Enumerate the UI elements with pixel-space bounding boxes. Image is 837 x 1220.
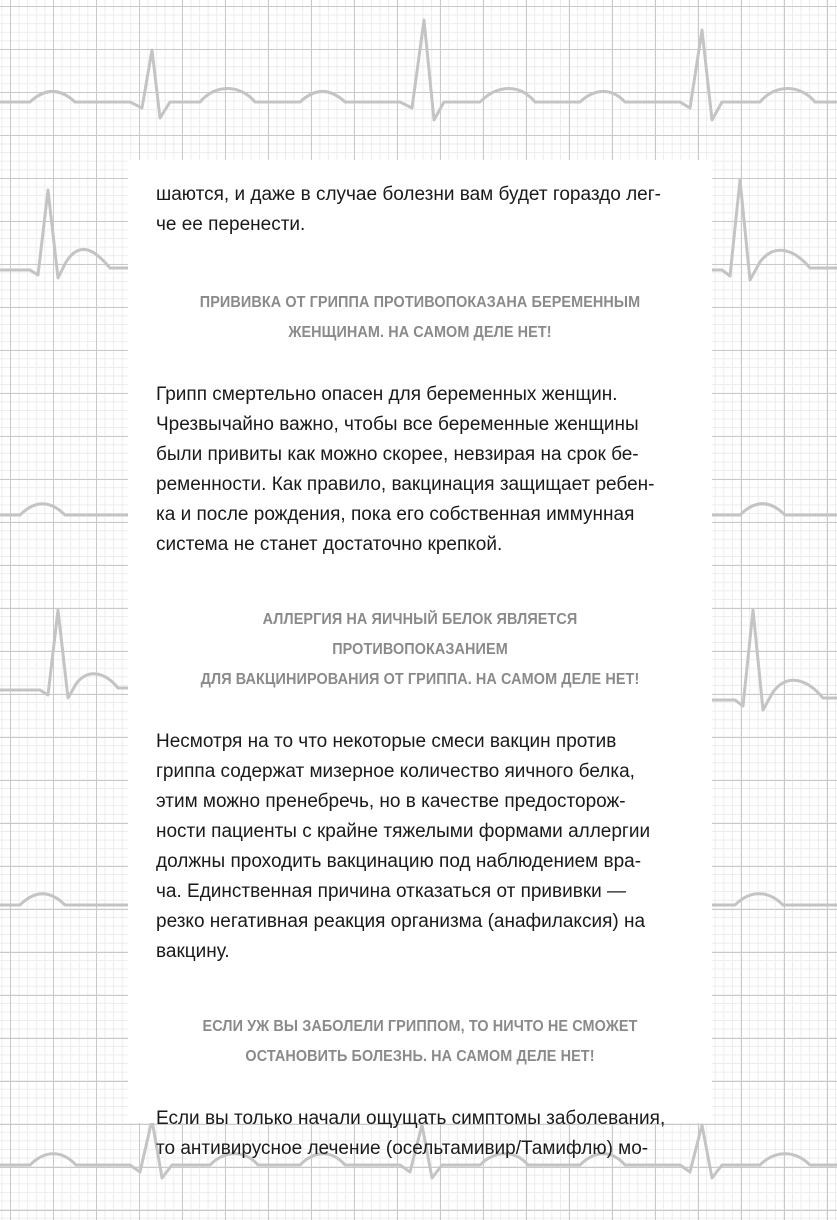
body-paragraph: Несмотря на то что некоторые смеси вакцин против гриппа содержат мизерное количество яичного белка, этим можно пренебречь, но в качестве предосторож- ности пациенты с крайне тяжелыми формами аллергии должны проходить вакцинацию под наблюдением вра- ча. Единственная причина отказаться от прививки — резко негативная реакция организма (анафилаксия) на вакцину. (156, 731, 651, 962)
ecg-trace-top (0, 20, 837, 120)
ecg-trace-right-4 (712, 894, 837, 905)
ecg-trace-right-1 (712, 180, 837, 280)
section-heading: ПРИВИВКА ОТ ГРИППА ПРОТИВОПОКАЗАНА БЕРЕМЕННЫМ ЖЕНЩИНАМ. НА САМОМ ДЕЛЕ НЕТ! (199, 294, 641, 341)
ecg-trace-left-3 (0, 610, 128, 698)
ecg-trace-right-3 (712, 610, 837, 710)
ecg-trace-left-2 (0, 504, 128, 515)
section-heading: АЛЛЕРГИЯ НА ЯИЧНЫЙ БЕЛОК ЯВЛЯЕТСЯ ПРОТИВОПОКАЗАНИЕМ ДЛЯ ВАКЦИНИРОВАНИЯ ОТ ГРИППА. НА САМОМ ДЕЛЕ НЕТ! (200, 611, 640, 688)
section-heading: ЕСЛИ УЖ ВЫ ЗАБОЛЕЛИ ГРИППОМ, ТО НИЧТО НЕ СМОЖЕТ ОСТАНОВИТЬ БОЛЕЗНЬ. НА САМОМ ДЕЛЕ НЕТ! (202, 1018, 638, 1065)
body-paragraph: Грипп смертельно опасен для беременных женщин. Чрезвычайно важно, чтобы все беременные женщины были привиты как можно скорее, невзирая на срок бе- ременности. Как правило, вакцинация защищает ребен- ка и после рождения, пока его собственная иммунная система не станет достаточно крепкой. (156, 384, 655, 555)
ecg-trace-left-1 (0, 190, 128, 278)
ecg-trace-right-2 (712, 504, 837, 515)
body-paragraph: Если вы только начали ощущать симптомы заболевания, то антивирусное лечение (осельтамивир/Тамифлю) мо- (156, 1108, 666, 1159)
body-paragraph: шаются, и даже в случае болезни вам будет гораздо лег- че ее перенести. (156, 184, 661, 235)
text-panel (128, 160, 712, 1159)
ecg-trace-left-4 (0, 894, 128, 905)
